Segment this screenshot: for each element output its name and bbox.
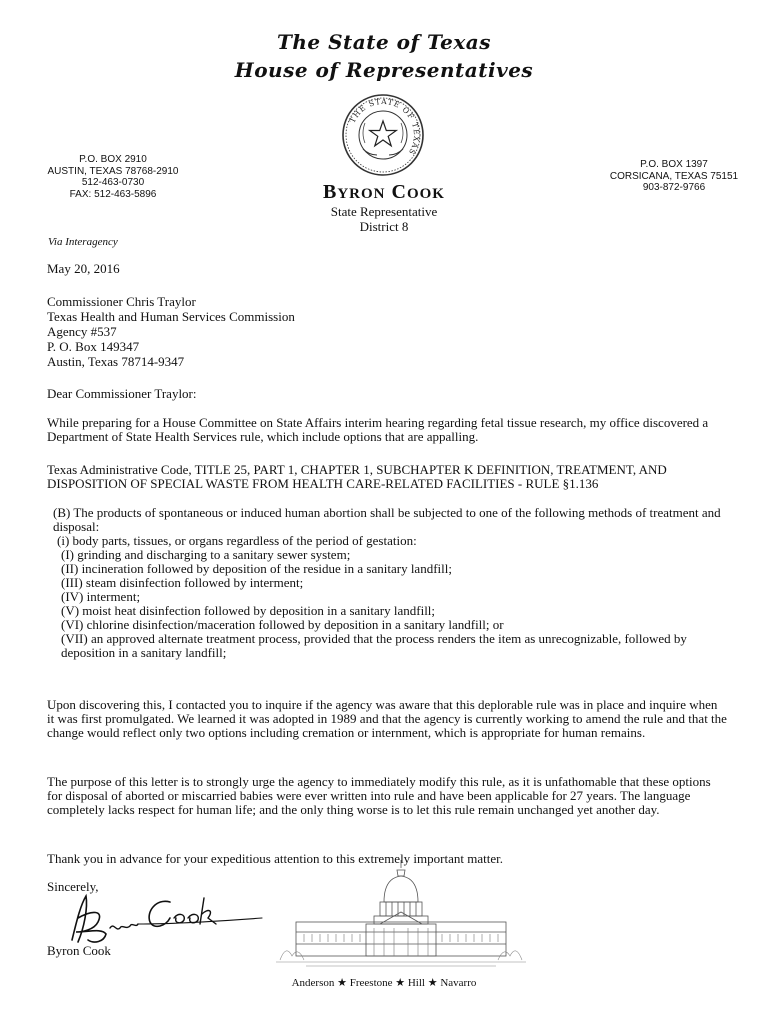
address-line: Austin, Texas 78714-9347 (47, 354, 185, 369)
rule-method: (VII) an approved alternate treatment process, provided that the process renders the item as unrecognizable, followed by deposition in a sanitary landfill; (61, 631, 687, 660)
representative-district: District 8 (359, 219, 409, 234)
address-line: 512-463-0730 (81, 177, 145, 188)
inside-address (47, 294, 295, 369)
address-line: AUSTIN, TEXAS 78768-2910 (47, 165, 179, 177)
paragraph-intro: While preparing for a House Committee on State Affairs interim hearing regarding fetal tissue research, my office discovered a Department of State Health Services rule, which include options that are appalling. (47, 415, 709, 444)
rule-excerpt (47, 506, 727, 660)
name-initial: B (323, 181, 338, 203)
representative-title: State Representative (330, 204, 438, 219)
district-counties: Anderson ★ Freestone ★ Hill ★ Navarro (291, 977, 477, 989)
representative-name (0, 181, 768, 204)
address-line: Commissioner Chris Traylor (47, 294, 196, 309)
address-line: Agency #537 (47, 324, 117, 339)
seal-text: THE STATE OF TEXAS (347, 96, 422, 157)
rule-method: (VI) chlorine disinfection/maceration followed by deposition in a sanitary landfill; or (61, 617, 504, 632)
rule-clause-b: (B) The products of spontaneous or induced human abortion shall be subjected to one of the following methods of treatment and disposal: (53, 505, 721, 534)
rule-method: (III) steam disinfection followed by interment; (61, 575, 304, 590)
address-line: Texas Health and Human Services Commission (47, 309, 295, 324)
delivery-method: Via Interagency (48, 236, 118, 248)
rule-method: (IV) interment; (61, 589, 141, 604)
letter-date: May 20, 2016 (47, 261, 120, 276)
address-line: P.O. BOX 1397 (640, 159, 708, 170)
address-line: P.O. BOX 2910 (79, 154, 147, 165)
salutation: Dear Commissioner Traylor: (47, 386, 197, 401)
rule-method: (V) moist heat disinfection followed by deposition in a sanitary landfill; (61, 603, 436, 618)
closing-thanks: Thank you in advance for your expeditious attention to this extremely important matter. (47, 851, 503, 866)
capitol-building-icon (276, 856, 526, 968)
signer-name: Byron Cook (47, 943, 111, 958)
address-line: P. O. Box 149347 (47, 339, 140, 354)
rule-method: (II) incineration followed by deposition of the residue in a sanitary landfill; (61, 561, 452, 576)
address-line: FAX: 512-463-5896 (69, 188, 157, 200)
name-initial: C (391, 181, 407, 203)
representative-title-block (0, 204, 768, 234)
paragraph-inquiry: Upon discovering this, I contacted you to inquire if the agency was aware that this deplorable rule was in place and inquire when it was first promulgated. We learned it was adopted in 1989 and that the agency is currently working to amend the rule and that the change would reflect only two options including cremation or internment, which is appropriate for human remains. (47, 697, 727, 740)
handwritten-signature (58, 888, 268, 950)
complimentary-close: Sincerely, (47, 879, 99, 894)
address-line: CORSICANA, TEXAS 75151 (609, 170, 739, 182)
letterhead-subtitle: House of Representatives (234, 58, 534, 82)
texas-seal-icon (341, 93, 425, 177)
name-rest: YRON (337, 186, 386, 202)
rule-method: (I) grinding and discharging to a sanitary sewer system; (61, 547, 351, 562)
address-line: 903-872-9766 (642, 182, 706, 193)
paragraph-request: The purpose of this letter is to strongly urge the agency to immediately modify this rule, as it is unfathomable that these options for disposal of aborted or miscarried babies were ever written into rule and have been applicable for 27 years. The language completely lacks respect for human life; and the only thing worse is to let this rule remain unchanged yet another day. (47, 774, 711, 817)
name-rest: OOK (406, 186, 445, 202)
paragraph-code-citation: Texas Administrative Code, TITLE 25, PART 1, CHAPTER 1, SUBCHAPTER K DEFINITION, TREATMENT, AND DISPOSITION OF SPECIAL WASTE FROM HEALTH CARE-RELATED FACILITIES - RULE §1.136 (47, 462, 667, 491)
letterhead-title: The State of Texas (276, 30, 492, 54)
rule-clause-i: (i) body parts, tissues, or organs regardless of the period of gestation: (57, 533, 417, 548)
